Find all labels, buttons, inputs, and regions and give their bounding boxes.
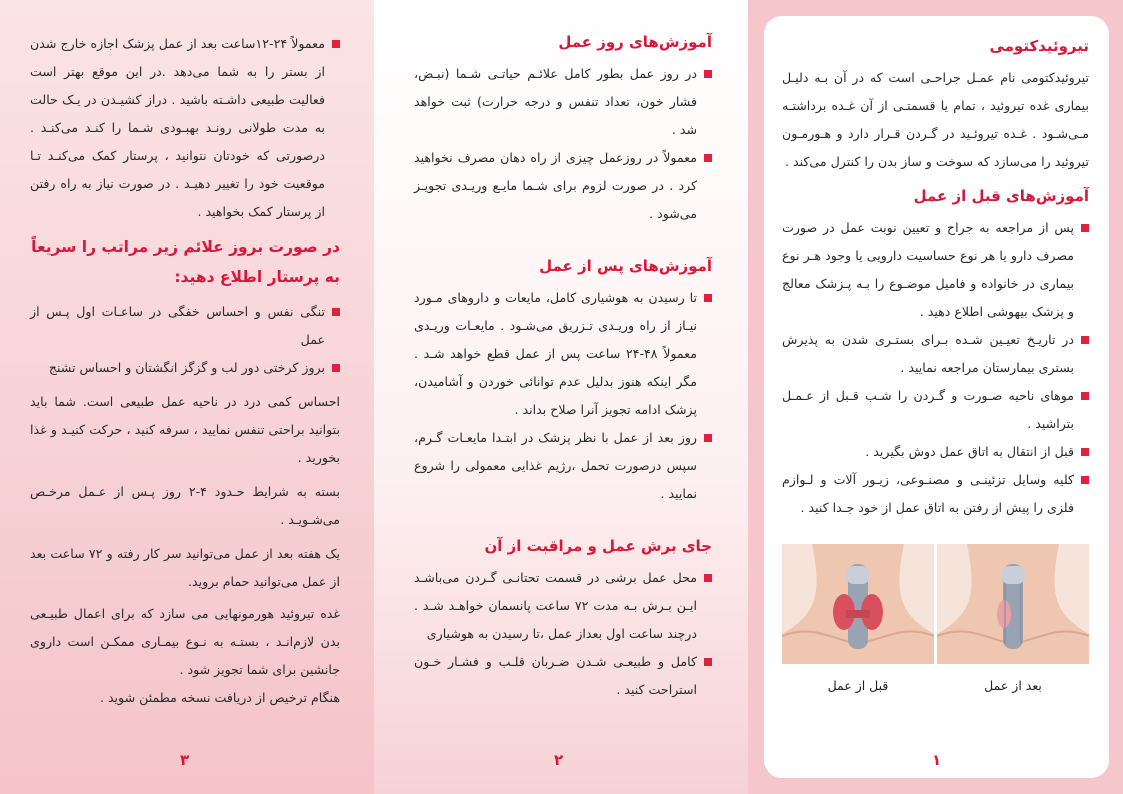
page-number: ۳: [180, 751, 190, 769]
pre-op-item: در تاریـخ تعیـین شـده بـرای بستـری شدن به پذیرش بستری بیمارستان مراجعه نمایید .: [782, 326, 1089, 382]
figure-after: [937, 544, 1089, 700]
intro-text: تیروئیدکتومی نام عمـل جراحـی است که در آن بـه دلیـل بیماری غده تیروئید ، تمام یا قسمتـی از آن غـده برداشتـه مـی‌شـود . غـده تیروئـید در گـردن قـرار دارد و هـورمـون تیروئید را می‌سازد که سوخت و ساز بدن را کنترل می‌کند .: [782, 70, 1089, 169]
page-title: تیروئیدکتومی: [989, 37, 1089, 55]
incision-title: جای برش عمل و مراقبت از آن: [484, 537, 712, 555]
paragraph: غده تیروئید هورمونهایی می سازد که برای اعمال طبیـعی بدن لازم‌انـد ، بستـه به نـوع بیمـاری ممکـن است داروی جانشین برای شما تجویز شود .: [30, 606, 340, 677]
warning-item: تنگی نفس و احساس خفگی در ساعـات اول پـس از عمل: [30, 298, 340, 354]
discharge-item: معمولاً ۲۴-۱۲ساعت بعد از عمل پزشک اجازه خارج شدن از بستر را به شما می‌دهد .در این موقع بهتر است فعالیت طبیعی داشـته باشید . دراز کشیـدن در یـک حالت به مدت طولانی رونـد بهبـودی شـما را کنـد می‌کنـد . درصورتی که خودتان نتوانید ، پرستار کمک می‌کنـد تـا موقعیت خود را تغییر دهیـد . در صورت نیاز به راه رفتن از پرستار کمک بخواهید .: [30, 30, 340, 226]
incision-item: محل عمل برشی در قسمت تحتانـی گـردن می‌باشـد ایـن بـرش بـه مدت ۷۲ ساعت پانسمان خواهـد شـد . درچند ساعت اول بعداز عمل ،تا رسیدن به هوشیاری: [414, 564, 712, 648]
pre-op-item: موهای ناحیه صـورت و گـردن را شـب قـبل از عـمـل بتراشید .: [782, 382, 1089, 438]
surgery-day-item: معمولاً در روزعمل چیزی از راه دهان مصرف نخواهید کرد . در صورت لزوم برای شـما مایـع وریـدی تجویـز می‌شود .: [414, 144, 712, 228]
page-number: ۲: [554, 751, 564, 769]
paragraph: هنگام ترخیص از دریافت نسخه مطمئن شوید .: [99, 690, 340, 705]
pre-op-item: پس از مراجعه به جراح و تعیین نوبت عمل در صورت مصرف دارو یا هر نوع حساسیت دارویی یا وجود هـر نوع بیماری در خانواده و فامیل موضـوع را بـه پـزشک معالج و پزشک بیهوشی اطلاع دهید .: [782, 214, 1089, 326]
panel-1: [764, 16, 1109, 778]
post-op-title: آموزش‌های پس از عمل: [539, 257, 712, 275]
pre-op-item: کلیه وسایل تزئینـی و مصنـوعی، زیـور آلات و لـوازم فلزی را پیش از رفتن به اتاق عمل از خود جـدا کنید .: [782, 466, 1089, 522]
post-op-item: روز بعد از عمل با نظر پزشک در ابتـدا مایعـات گـرم، سپس درصورت تحمل ،رژیم غذایی معمولی را شروع نمایید .: [414, 424, 712, 508]
warning-title: در صورت بروز علائم زیر مراتب را سریعاً به پرستار اطلاع دهید:: [31, 238, 340, 286]
figure-before: [782, 544, 934, 700]
paragraph: یک هفته بعد از عمل می‌توانید سر کار رفته و ۷۲ ساعت بعد از عمل می‌توانید حمام بروید.: [30, 546, 341, 589]
incision-item: کامل و طبیعـی شـدن ضـربان قلـب و فشـار خـون استراحت کنید .: [414, 648, 712, 704]
neck-before-illustration: [782, 544, 934, 664]
panel-2: [374, 0, 748, 794]
neck-after-illustration: [937, 544, 1089, 664]
page-number: ۱: [932, 751, 942, 769]
warning-item: بروز کرختی دور لب و گزگز انگشتان و احساس تشنج: [30, 354, 340, 382]
surgery-day-item: در روز عمل بطور کامل علائـم حیاتـی شـما (نبـض، فشار خون، تعداد تنفس و درجه حرارت) ثبت خواهد شد .: [414, 60, 712, 144]
figure-before-caption: قبل از عمل: [827, 678, 889, 693]
surgery-day-title: آموزش‌های روز عمل: [558, 33, 712, 51]
panel-3: [0, 0, 374, 794]
thyroid-figures: [782, 544, 1089, 700]
figure-after-caption: بعد از عمل: [984, 678, 1042, 693]
pre-op-title: آموزش‌های قبل از عمل: [913, 187, 1089, 205]
paragraph: بسته به شرایط حـدود ۴-۲ روز پـس از عـمل مرخـص می‌شـویـد .: [30, 484, 340, 527]
paragraph: احساس کمی درد در ناحیه عمل طبیعی است. شما باید بتوانید براحتی تنفس نمایید ، سرفه کنید ، حرکت کنیـد و غذا بخورید .: [30, 394, 340, 465]
pre-op-item: قبل از انتقال به اتاق عمل دوش بگیرید .: [782, 438, 1089, 466]
post-op-item: تا رسیدن به هوشیاری کامل، مایعات و داروهای مـورد نیـاز از راه وریـدی تـزریق می‌شـود . مایعـات وریـدی معمولاً ۴۸-۲۴ ساعت پس از عمل قطع خواهد شـد . مگر اینکه هنوز بدلیل عدم توانائی خوردن و آشامیدن، پزشک ادامه تجویز آنرا صلاح بداند .: [414, 284, 712, 424]
